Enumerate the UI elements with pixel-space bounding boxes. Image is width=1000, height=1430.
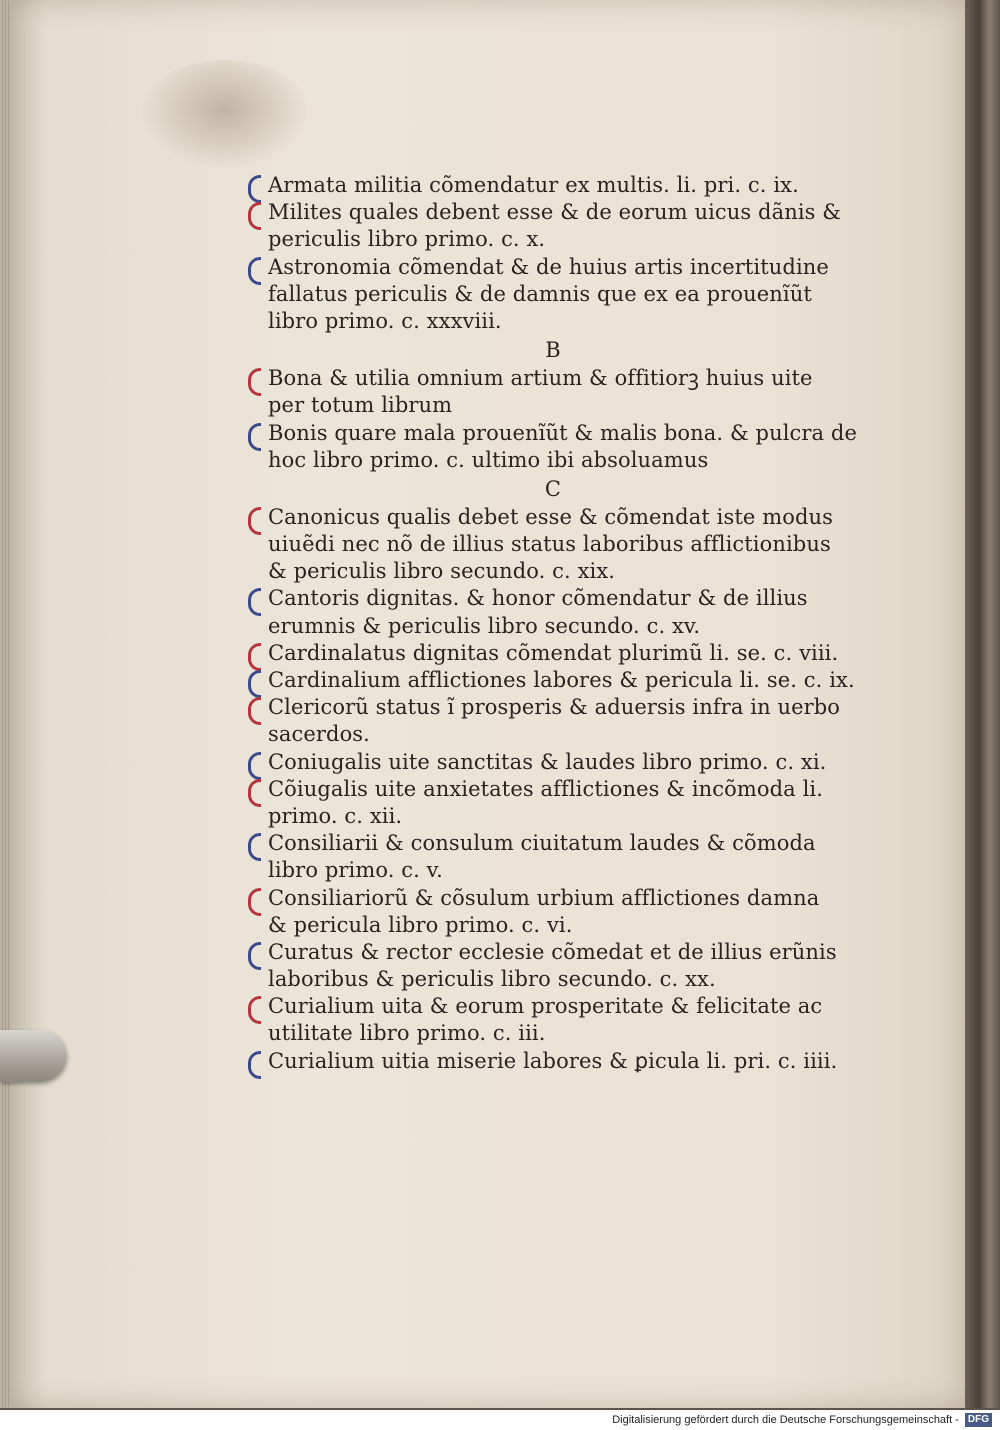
- line-text: Cõiugalis uite anxietates afflictiones & incõmoda li.: [268, 776, 823, 801]
- section-letter: [248, 335, 858, 365]
- index-entry: [248, 365, 858, 392]
- entry-continuation: [248, 447, 858, 474]
- entry-continuation: [248, 857, 858, 884]
- line-text: Cardinalium afflictiones labores & pericula li. se. c. ix.: [268, 668, 855, 692]
- line-text: utilitate libro primo. c. iii.: [268, 1021, 546, 1046]
- entry-continuation: [248, 392, 858, 419]
- line-text: Curialium uita & eorum prosperitate & felicitate ac: [268, 994, 823, 1019]
- entry-continuation: [248, 281, 858, 308]
- line-text: Consiliariorũ & cõsulum urbium afflictiones damna: [268, 885, 820, 910]
- entry-continuation: [248, 308, 858, 335]
- line-text: Astronomia cõmendat & de huius artis incertitudine: [268, 254, 829, 279]
- line-text: Clericorũ status ĩ prosperis & aduersis infra in uerbo: [268, 695, 841, 720]
- line-text: periculis libro primo. c. x.: [268, 227, 546, 252]
- index-entry: [248, 939, 858, 966]
- index-entry: [248, 830, 858, 857]
- line-text: libro primo. c. xxxviii.: [268, 308, 502, 333]
- index-entry: [248, 694, 858, 721]
- entry-continuation: [248, 912, 858, 939]
- entry-continuation: [248, 803, 858, 830]
- line-text: Curialium uitia miserie labores & ꝑicula li. pri. c. iiii.: [268, 1048, 838, 1073]
- line-text: primo. c. xii.: [268, 803, 403, 828]
- index-entry: [248, 504, 858, 531]
- book-edge-right: [965, 0, 1000, 1408]
- index-entry: [248, 749, 858, 776]
- rubric-mark-blue: [248, 1051, 261, 1079]
- line-text: Bonis quare mala prouenĩũt & malis bona. & pulcra de: [268, 420, 857, 445]
- line-text: Bona & utilia omnium artium & offitiorꝫ huius uite: [268, 366, 813, 391]
- line-text: Canonicus qualis debet esse & cõmendat iste modus: [268, 504, 833, 529]
- line-text: per totum librum: [268, 393, 453, 418]
- entry-continuation: [248, 966, 858, 993]
- line-text: Consiliarii & consulum ciuitatum laudes & cõmoda: [268, 831, 816, 856]
- line-text: Armata militia cõmendatur ex multis. li. pri. c. ix.: [268, 173, 799, 197]
- line-text: Cardinalatus dignitas cõmendat plurimũ li. se. c. viii.: [268, 640, 839, 665]
- dfg-logo: DFG: [965, 1413, 992, 1427]
- index-entry: [248, 199, 858, 226]
- entry-continuation: [248, 1020, 858, 1047]
- line-text: laboribus & periculis libro secundo. c. xx.: [268, 967, 716, 992]
- line-text: & pericula libro primo. c. vi.: [268, 912, 573, 937]
- section-letter: [248, 474, 858, 504]
- footer-bar: [0, 1410, 1000, 1430]
- stain: [140, 60, 310, 170]
- line-text: Curatus & rector ecclesie cõmedat et de illius erũnis: [268, 939, 837, 964]
- page-clip: [0, 1030, 66, 1082]
- line-text: & periculis libro secundo. c. xix.: [268, 559, 616, 584]
- index-entry: [248, 776, 858, 803]
- index-entry: [248, 667, 858, 694]
- line-text: Cantoris dignitas. & honor cõmendatur & de illius: [268, 586, 808, 611]
- line-text: Coniugalis uite sanctitas & laudes libro primo. c. xi.: [268, 749, 827, 774]
- line-text: B: [545, 338, 561, 363]
- line-text: hoc libro primo. c. ultimo ibi absoluamus: [268, 447, 709, 472]
- index-entry: [248, 254, 858, 281]
- entry-continuation: [248, 721, 858, 748]
- index-entry: [248, 585, 858, 612]
- index-text-block: [248, 172, 858, 1075]
- line-text: erumnis & periculis libro secundo. c. xv.: [268, 613, 701, 638]
- index-entry: [248, 172, 858, 199]
- index-entry: [248, 885, 858, 912]
- entry-continuation: [248, 558, 858, 585]
- line-text: libro primo. c. v.: [268, 858, 443, 883]
- line-text: fallatus periculis & de damnis que ex ea prouenĩũt: [268, 281, 812, 306]
- entry-continuation: [248, 531, 858, 558]
- index-entry: [248, 993, 858, 1020]
- footer-text: Digitalisierung gefördert durch die Deutsche Forschungsgemeinschaft -: [612, 1414, 959, 1426]
- line-text: uiuẽdi nec nõ de illius status laboribus afflictionibus: [268, 532, 831, 557]
- index-entry: [248, 420, 858, 447]
- line-text: C: [544, 476, 562, 501]
- index-entry: [248, 1048, 858, 1075]
- line-text: Milites quales debent esse & de eorum uicus dãnis &: [268, 200, 842, 225]
- index-entry: [248, 640, 858, 667]
- line-text: sacerdos.: [268, 722, 370, 747]
- entry-continuation: [248, 613, 858, 640]
- entry-continuation: [248, 226, 858, 253]
